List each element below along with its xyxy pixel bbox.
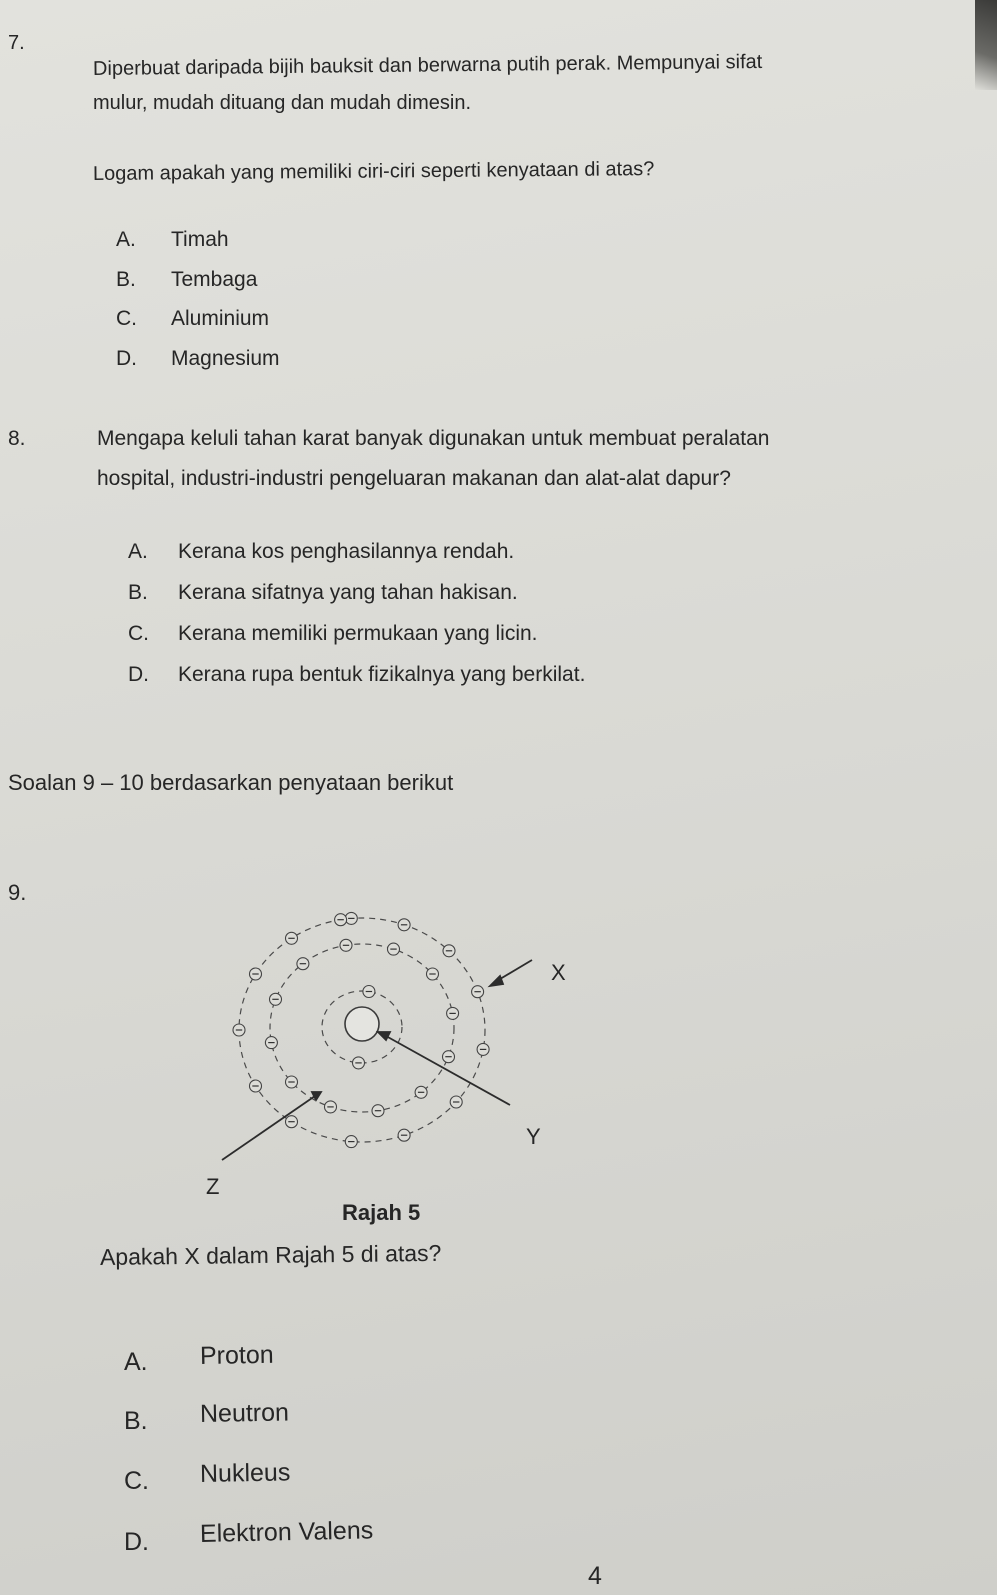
q7-question: Logam apakah yang memiliki ciri-ciri seperti kenyataan di atas? [92, 158, 655, 185]
q9-option-d-letter: D. [124, 1528, 149, 1556]
q9-option-b-letter: B. [124, 1407, 148, 1435]
arrow-z-line [222, 1096, 315, 1160]
q9-option-a-text: Proton [199, 1340, 274, 1370]
q8-option-a-letter: A. [128, 540, 148, 563]
q9-question: Apakah X dalam Rajah 5 di atas? [99, 1239, 442, 1270]
nucleus [345, 1007, 379, 1041]
q9-option-c-letter: C. [124, 1467, 149, 1495]
q7-option-a-text: Timah [171, 228, 229, 251]
q8-option-b-text: Kerana sifatnya yang tahan hakisan. [178, 581, 518, 604]
arrow-y-line [386, 1036, 510, 1105]
label-z: Z [206, 1174, 220, 1199]
arrow-x-head [490, 976, 503, 986]
diagram-caption: Rajah 5 [342, 1200, 421, 1225]
q9-option-a-letter: A. [124, 1348, 148, 1376]
page-number: 4 [588, 1562, 602, 1590]
q7-option-b-text: Tembaga [171, 268, 258, 291]
section-heading: Soalan 9 – 10 berdasarkan penyataan berikut [8, 770, 454, 795]
q7-option-a-letter: A. [116, 228, 136, 251]
q7-option-d-text: Magnesium [171, 347, 280, 370]
q9-option-b-text: Neutron [199, 1398, 290, 1428]
q7-option-b-letter: B. [116, 268, 136, 291]
label-y: Y [526, 1124, 541, 1149]
q8-stem-line1: Mengapa keluli tahan karat banyak digunakan untuk membuat peralatan [97, 427, 770, 450]
q7-stem-line1: Diperbuat daripada bijih bauksit dan berwarna putih perak. Mempunyai sifat [92, 50, 763, 80]
q8-option-d-text: Kerana rupa bentuk fizikalnya yang berkilat. [178, 663, 586, 686]
q8-number: 8. [8, 427, 26, 450]
q7-number: 7. [8, 32, 25, 54]
q9-option-d-text: Elektron Valens [199, 1516, 374, 1548]
arrow-y-head [378, 1032, 390, 1040]
q7-stem-line2: mulur, mudah dituang dan mudah dimesin. [93, 92, 472, 114]
q8-option-d-letter: D. [128, 663, 149, 686]
q8-option-c-text: Kerana memiliki permukaan yang licin. [178, 622, 538, 645]
q8-stem-line2: hospital, industri-industri pengeluaran makanan dan alat-alat dapur? [97, 467, 731, 490]
q9-number: 9. [8, 880, 27, 905]
q9-option-c-text: Nukleus [199, 1458, 291, 1488]
q8-option-b-letter: B. [128, 581, 148, 604]
q7-option-d-letter: D. [116, 347, 137, 370]
q7-option-c-text: Aluminium [171, 307, 270, 330]
label-x: X [551, 960, 566, 985]
q8-option-c-letter: C. [128, 622, 149, 645]
q8-option-a-text: Kerana kos penghasilannya rendah. [178, 540, 515, 563]
q7-option-c-letter: C. [116, 307, 137, 330]
